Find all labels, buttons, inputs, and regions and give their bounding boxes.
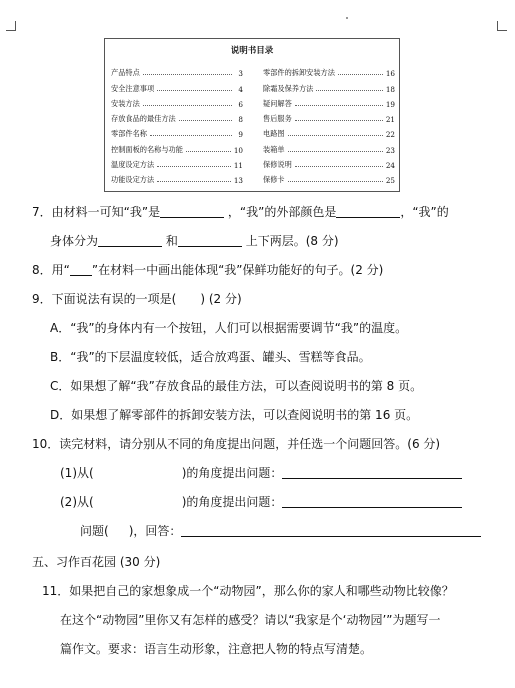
- toc-entry: [263, 155, 395, 170]
- toc-entry-label: 安全注意事项: [111, 83, 155, 93]
- q10-text: (2)从(: [60, 495, 94, 509]
- q8-text: 8．用“: [32, 263, 70, 277]
- toc-entry-label: 装箱单: [263, 144, 285, 154]
- toc-leader-dots: [295, 120, 383, 121]
- toc-entry-label: 疑问解答: [263, 98, 292, 108]
- toc-entry: [111, 124, 243, 139]
- q7-text: ，“我”的外部颜色是: [227, 205, 337, 219]
- q8-text: ”在材料一中画出能体现“我”保鲜功能好的句子。(2 分): [91, 263, 384, 277]
- toc-title: 说明书目录: [230, 46, 274, 56]
- toc-right-column: [263, 63, 395, 185]
- toc-entry-label: 温度设定方法: [111, 160, 155, 170]
- toc-entry-page: 24: [385, 161, 395, 171]
- toc-leader-dots: [157, 166, 231, 167]
- toc-entry: [263, 139, 395, 154]
- toc-entry-label: 除霜及保养方法: [263, 83, 314, 93]
- toc-entry-page: 25: [385, 176, 395, 186]
- toc-leader-dots: [186, 151, 231, 152]
- toc-entry-label: 零部件名称: [111, 129, 147, 139]
- toc-entry: [263, 63, 395, 78]
- q7-text: 7．由材料一可知“我”是: [32, 205, 161, 219]
- toc-entry-page: 8: [238, 115, 243, 125]
- q7-text: 身体分为: [50, 234, 99, 248]
- toc-leader-dots: [288, 151, 383, 152]
- toc-entry-label: 安装方法: [111, 98, 140, 108]
- question-10-stem: 10．读完材料，请分别从不同的角度提出问题，并任选一个问题回答。(6 分): [32, 437, 441, 451]
- q10-line-1: [60, 465, 462, 481]
- toc-entry-page: 22: [385, 130, 395, 140]
- toc-leader-dots: [338, 74, 383, 75]
- toc-entry-label: 保修卡: [263, 175, 285, 185]
- q7-blank-part-2[interactable]: [178, 234, 242, 247]
- toc-entry-page: 13: [233, 176, 243, 186]
- toc-entry-page: 19: [385, 99, 395, 109]
- toc-entry-page: 11: [233, 161, 243, 171]
- q10-text: )的角度提出问题：: [181, 466, 283, 480]
- toc-entry-label: 功能设定方法: [111, 175, 155, 185]
- section-5-heading: 五、习作百花园 (30 分): [32, 555, 161, 569]
- q9-option-d[interactable]: D．如果想了解零部件的拆卸安装方法，可以查阅说明书的第 16 页。: [50, 408, 419, 422]
- q10-text: 问题(: [80, 524, 109, 538]
- toc-leader-dots: [288, 181, 383, 182]
- manual-toc-box: [104, 38, 400, 192]
- toc-entry: [263, 124, 395, 139]
- q7-text: 和: [165, 234, 178, 248]
- q10-line-2: [60, 494, 462, 510]
- toc-leader-dots: [150, 135, 232, 136]
- q10-answer-blank[interactable]: [181, 524, 481, 537]
- toc-entry-page: 9: [238, 130, 243, 140]
- toc-entry: [263, 170, 395, 185]
- q7-text: 上下两层。(8 分): [245, 234, 339, 248]
- toc-entry-label: 电路图: [263, 129, 285, 139]
- toc-entry: [111, 170, 243, 185]
- question-11-line-2: 在这个“动物园”里你又有怎样的感受？请以“我家是个‘动物园’”为题写一: [60, 613, 441, 627]
- q9-option-c[interactable]: C．如果想了解“我”存放食品的最佳方法，可以查阅说明书的第 8 页。: [50, 379, 423, 393]
- toc-entry-label: 售后服务: [263, 114, 292, 124]
- question-7-line-1: [32, 204, 449, 220]
- q9-option-b[interactable]: B．“我”的下层温度较低，适合放鸡蛋、罐头、雪糕等食品。: [50, 350, 371, 364]
- toc-entry-page: 23: [385, 145, 395, 155]
- question-11-line-3: 篇作文。要求：语言生动形象，注意把人物的特点写清楚。: [60, 642, 373, 656]
- toc-entry-page: 21: [385, 115, 395, 125]
- toc-entry-label: 控制面板的名称与功能: [111, 144, 183, 154]
- toc-entry-page: 3: [238, 69, 243, 79]
- toc-entry: [263, 109, 395, 124]
- question-11-line-1: 11．如果把自己的家想象成一个“动物园”，那么你的家人和哪些动物比较像？: [42, 584, 454, 598]
- q9-option-a[interactable]: A．“我”的身体内有一个按钮，人们可以根据需要调节“我”的温度。: [50, 321, 408, 335]
- toc-entry: [263, 94, 395, 109]
- toc-entry: [111, 94, 243, 109]
- toc-entry: [111, 139, 243, 154]
- q10-question-blank-2[interactable]: [282, 495, 462, 508]
- toc-entry-label: 产品特点: [111, 68, 140, 78]
- toc-entry: [263, 78, 395, 93]
- toc-entry-label: 存放食品的最佳方法: [111, 114, 176, 124]
- q10-text: )，回答：: [128, 524, 182, 538]
- q7-blank-identity[interactable]: [160, 205, 224, 218]
- q8-blank-mark[interactable]: [70, 263, 92, 276]
- toc-entry-label: 零部件的拆卸安装方法: [263, 68, 335, 78]
- toc-entry-page: 6: [238, 99, 243, 109]
- toc-entry: [111, 63, 243, 78]
- q10-question-blank-1[interactable]: [282, 466, 462, 479]
- toc-leader-dots: [143, 74, 232, 75]
- toc-left-column: [111, 63, 243, 185]
- toc-leader-dots: [143, 105, 232, 106]
- q7-blank-part-1[interactable]: [98, 234, 162, 247]
- q10-line-3: [80, 523, 481, 539]
- toc-entry: [111, 109, 243, 124]
- toc-leader-dots: [316, 90, 383, 91]
- corner-mark-top-left: [6, 21, 16, 31]
- toc-leader-dots: [295, 166, 383, 167]
- toc-leader-dots: [157, 90, 232, 91]
- q7-text: ，“我”的: [400, 205, 449, 219]
- toc-entry-label: 保修说明: [263, 160, 292, 170]
- toc-leader-dots: [295, 105, 383, 106]
- corner-mark-top-right: [497, 21, 507, 31]
- toc-entry: [111, 78, 243, 93]
- toc-entry-page: 18: [385, 84, 395, 94]
- page-dot: [346, 17, 348, 19]
- question-7-line-2: [50, 233, 339, 249]
- question-9-stem: 9．下面说法有误的一项是( ) (2 分): [32, 292, 242, 306]
- toc-entry: [111, 155, 243, 170]
- toc-leader-dots: [288, 135, 383, 136]
- toc-leader-dots: [157, 181, 231, 182]
- toc-entry-page: 4: [238, 84, 243, 94]
- q7-blank-color[interactable]: [336, 205, 400, 218]
- toc-entry-page: 10: [233, 145, 243, 155]
- toc-leader-dots: [179, 120, 232, 121]
- toc-entry-page: 16: [385, 69, 395, 79]
- question-8: [32, 262, 383, 278]
- q10-text: )的角度提出问题：: [181, 495, 283, 509]
- q10-text: (1)从(: [60, 466, 94, 480]
